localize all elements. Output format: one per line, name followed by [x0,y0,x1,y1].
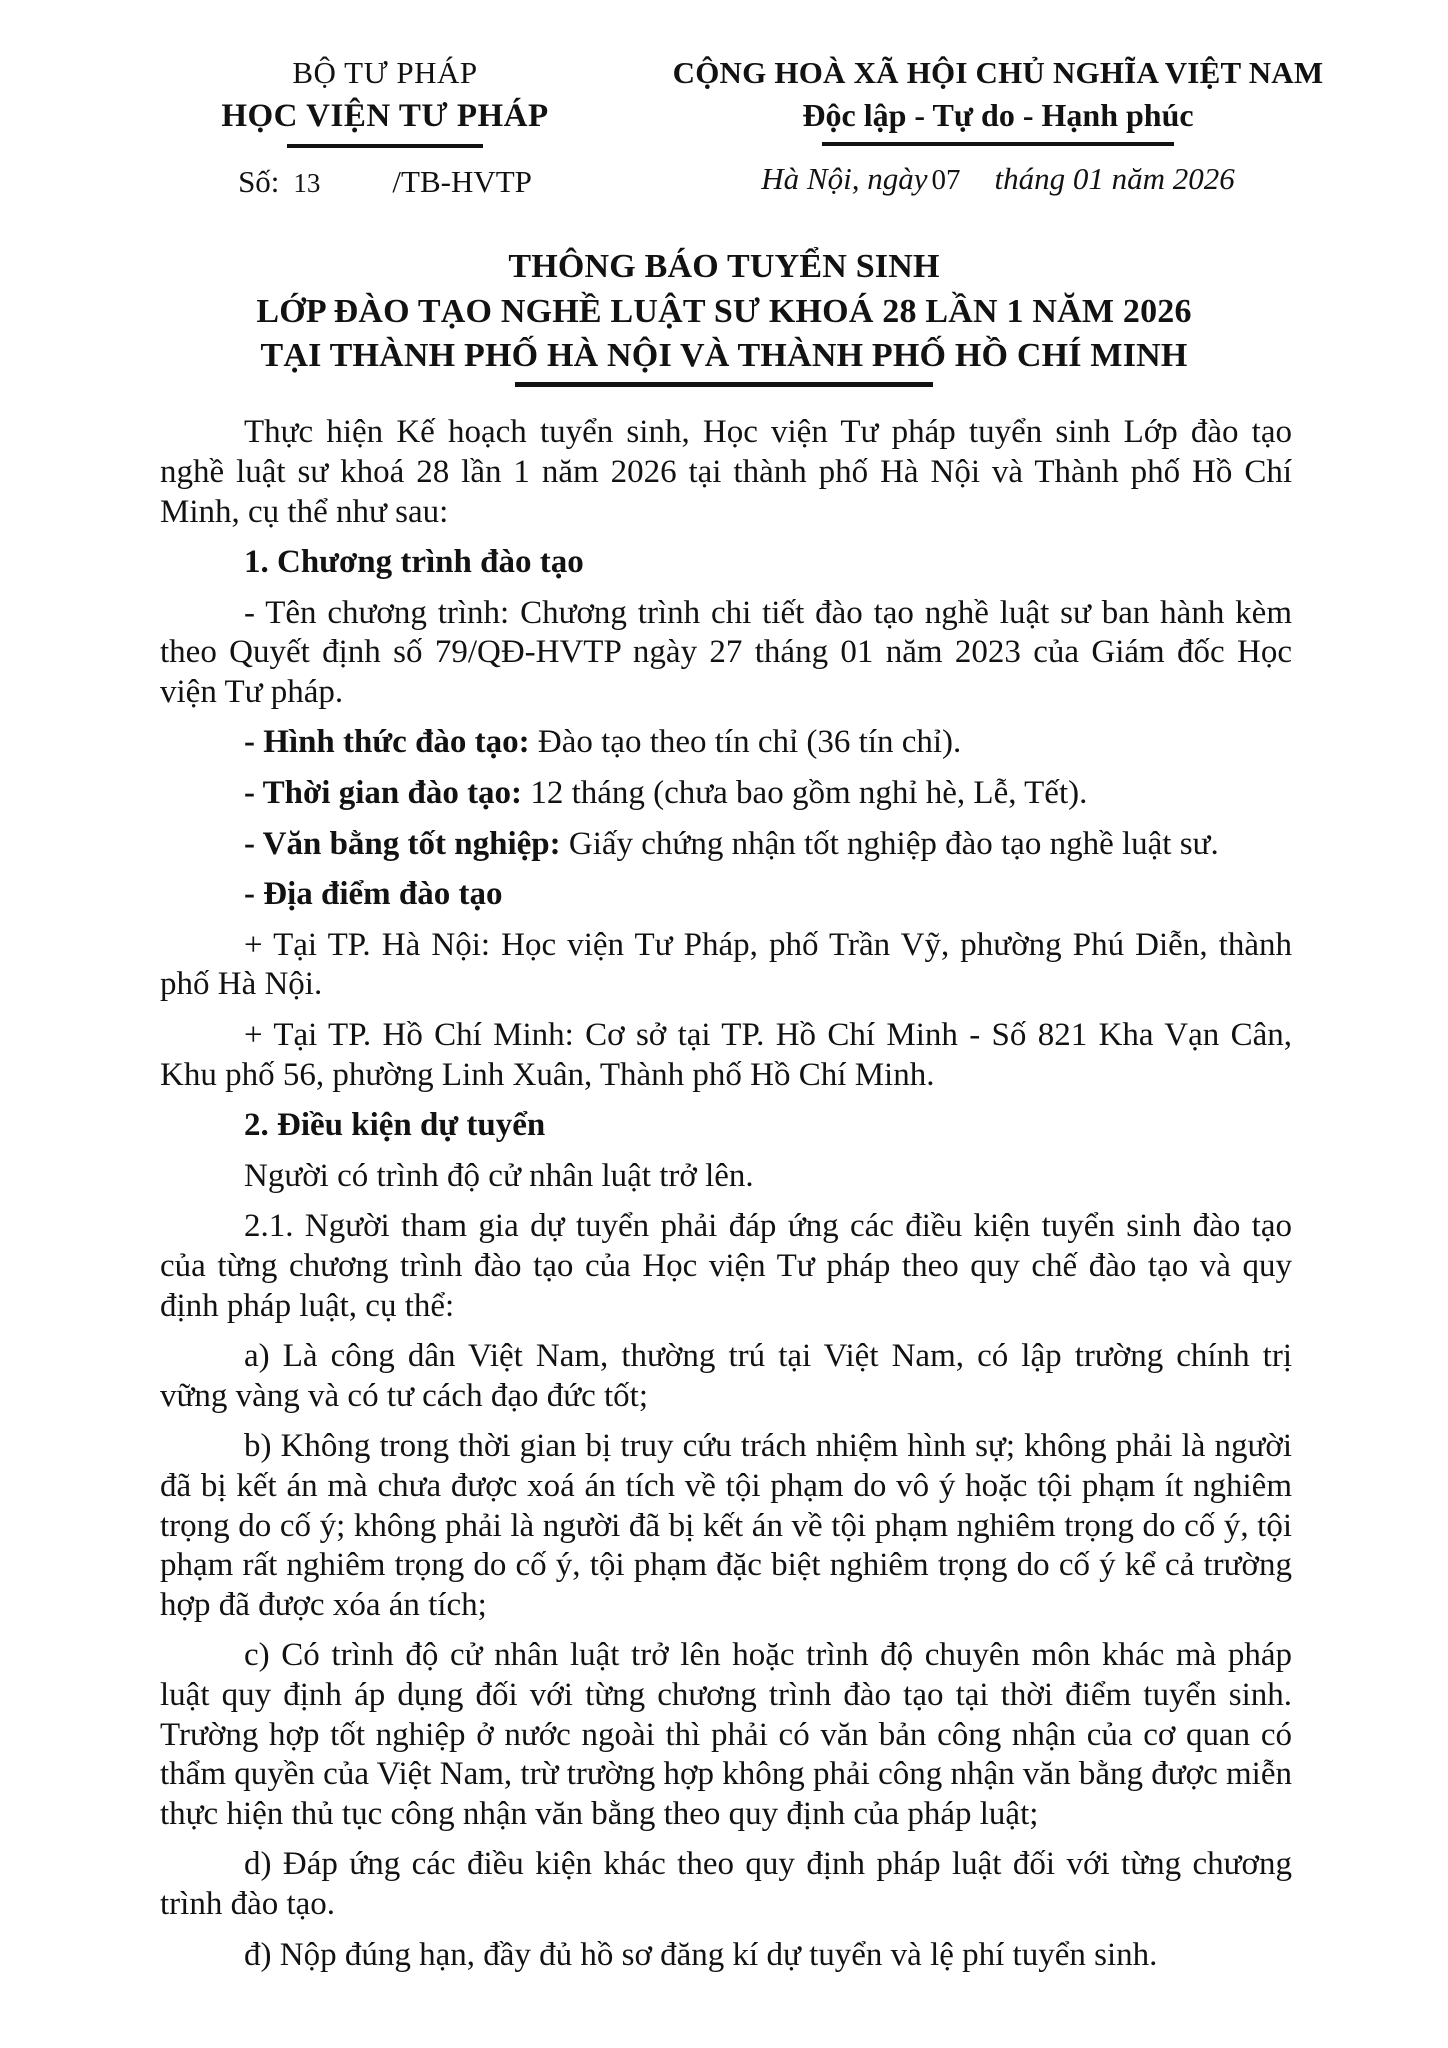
title-underline [515,382,933,387]
issuing-agency-block [150,52,620,203]
document-number-suffix: /TB-HVTP [392,164,532,200]
document-header [0,0,1448,203]
section-2-heading: 2. Điều kiện dự tuyển [244,1107,546,1144]
document-title [0,245,1448,388]
document-number-line [150,162,620,202]
condition-b: b) Không trong thời gian bị truy cứu trách nhiệm hình sự; không phải là người đã bị kết án mà chưa được xoá án tích về tội phạm do vô ý hoặc tội phạm ít nghiêm trọng do cố ý; không phải là người đã bị kết án về tội phạm nghiêm trọng do cố ý, tội phạm rất nghiêm trọng do cố ý, tội phạm đặc biệt nghiêm trọng do cố ý kể cả trường hợp đã được xóa án tích; [160,1428,1292,1623]
training-location-heading: - Địa điểm đào tạo [244,876,503,913]
condition-c: c) Có trình độ cử nhân luật trở lên hoặc trình độ chuyên môn khác mà pháp luật quy định áp dụng đối với từng chương trình đào tạo tại thời điểm tuyển sinh. Trường hợp tốt nghiệp ở nước ngoài thì phải có văn bản công nhận của cơ quan có thẩm quyền của Việt Nam, trừ trường hợp không phải công nhận văn bằng được miễn thực hiện thủ tục công nhận văn bằng theo quy định của pháp luật; [160,1637,1292,1832]
document-body [0,413,1448,1975]
date-day-value: 07 [931,164,961,197]
title-line-3: TẠI THÀNH PHỐ HÀ NỘI VÀ THÀNH PHỐ HỒ CHÍ MINH [260,337,1188,375]
location-hanoi-item: + Tại TP. Hà Nội: Học viện Tư Pháp, phố Trần Vỹ, phường Phú Diễn, thành phố Hà Nội. [160,926,1292,1003]
national-header-block [668,52,1328,200]
location-hcm-item: + Tại TP. Hồ Chí Minh: Cơ sở tại TP. Hồ Chí Minh - Số 821 Kha Vạn Cân, Khu phố 56, phường Linh Xuân, Thành phố Hồ Chí Minh. [160,1017,1292,1093]
title-line-2: LỚP ĐÀO TẠO NGHỀ LUẬT SƯ KHOÁ 28 LẦN 1 NĂM 2026 [256,292,1192,330]
document-number-value: 13 [293,168,321,199]
training-form-item: - Hình thức đào tạo: Đào tạo theo tín chỉ (36 tín chỉ). [244,724,962,761]
agency-underline [287,144,483,148]
clause-2-1: 2.1. Người tham gia dự tuyển phải đáp ứng các điều kiện tuyển sinh đào tạo của từng chương trình đào tạo của Học viện Tư pháp theo quy chế đào tạo và quy định pháp luật, cụ thể: [160,1208,1292,1324]
place-date-line [668,159,1328,200]
section-1-heading: 1. Chương trình đào tạo [244,544,584,581]
date-suffix: tháng 01 năm 2026 [994,161,1235,197]
training-duration-item: - Thời gian đào tạo: 12 tháng (chưa bao gồm nghỉ hè, Lễ, Tết). [244,775,1088,812]
motto-underline [822,142,1174,146]
document-number-prefix: Số: [238,164,280,200]
condition-dd: đ) Nộp đúng hạn, đầy đủ hồ sơ đăng kí dự tuyển và lệ phí tuyển sinh. [244,1936,1158,1973]
national-title: CỘNG HOÀ XÃ HỘI CHỦ NGHĨA VIỆT NAM [672,55,1324,90]
parent-agency-name: BỘ TƯ PHÁP [292,55,478,90]
diploma-item: - Văn bằng tốt nghiệp: Giấy chứng nhận tốt nghiệp đào tạo nghề luật sư. [244,825,1219,862]
date-prefix: Hà Nội, ngày [761,161,928,197]
condition-a: a) Là công dân Việt Nam, thường trú tại Việt Nam, có lập trường chính trị vững vàng và có tư cách đạo đức tốt; [160,1338,1292,1414]
eligibility-summary: Người có trình độ cử nhân luật trở lên. [244,1157,754,1194]
agency-name: HỌC VIỆN TƯ PHÁP [221,97,549,134]
national-motto: Độc lập - Tự do - Hạnh phúc [802,96,1194,133]
program-name-item: - Tên chương trình: Chương trình chi tiết đào tạo nghề luật sư ban hành kèm theo Quyết định số 79/QĐ-HVTP ngày 27 tháng 01 năm 2023 của Giám đốc Học viện Tư pháp. [160,594,1292,710]
title-line-1: THÔNG BÁO TUYỂN SINH [508,247,940,285]
intro-paragraph: Thực hiện Kế hoạch tuyển sinh, Học viện Tư pháp tuyển sinh Lớp đào tạo nghề luật sư khoá 28 lần 1 năm 2026 tại thành phố Hà Nội và Thành phố Hồ Chí Minh, cụ thể như sau: [160,414,1292,530]
condition-d: d) Đáp ứng các điều kiện khác theo quy định pháp luật đối với từng chương trình đào tạo. [160,1846,1292,1922]
